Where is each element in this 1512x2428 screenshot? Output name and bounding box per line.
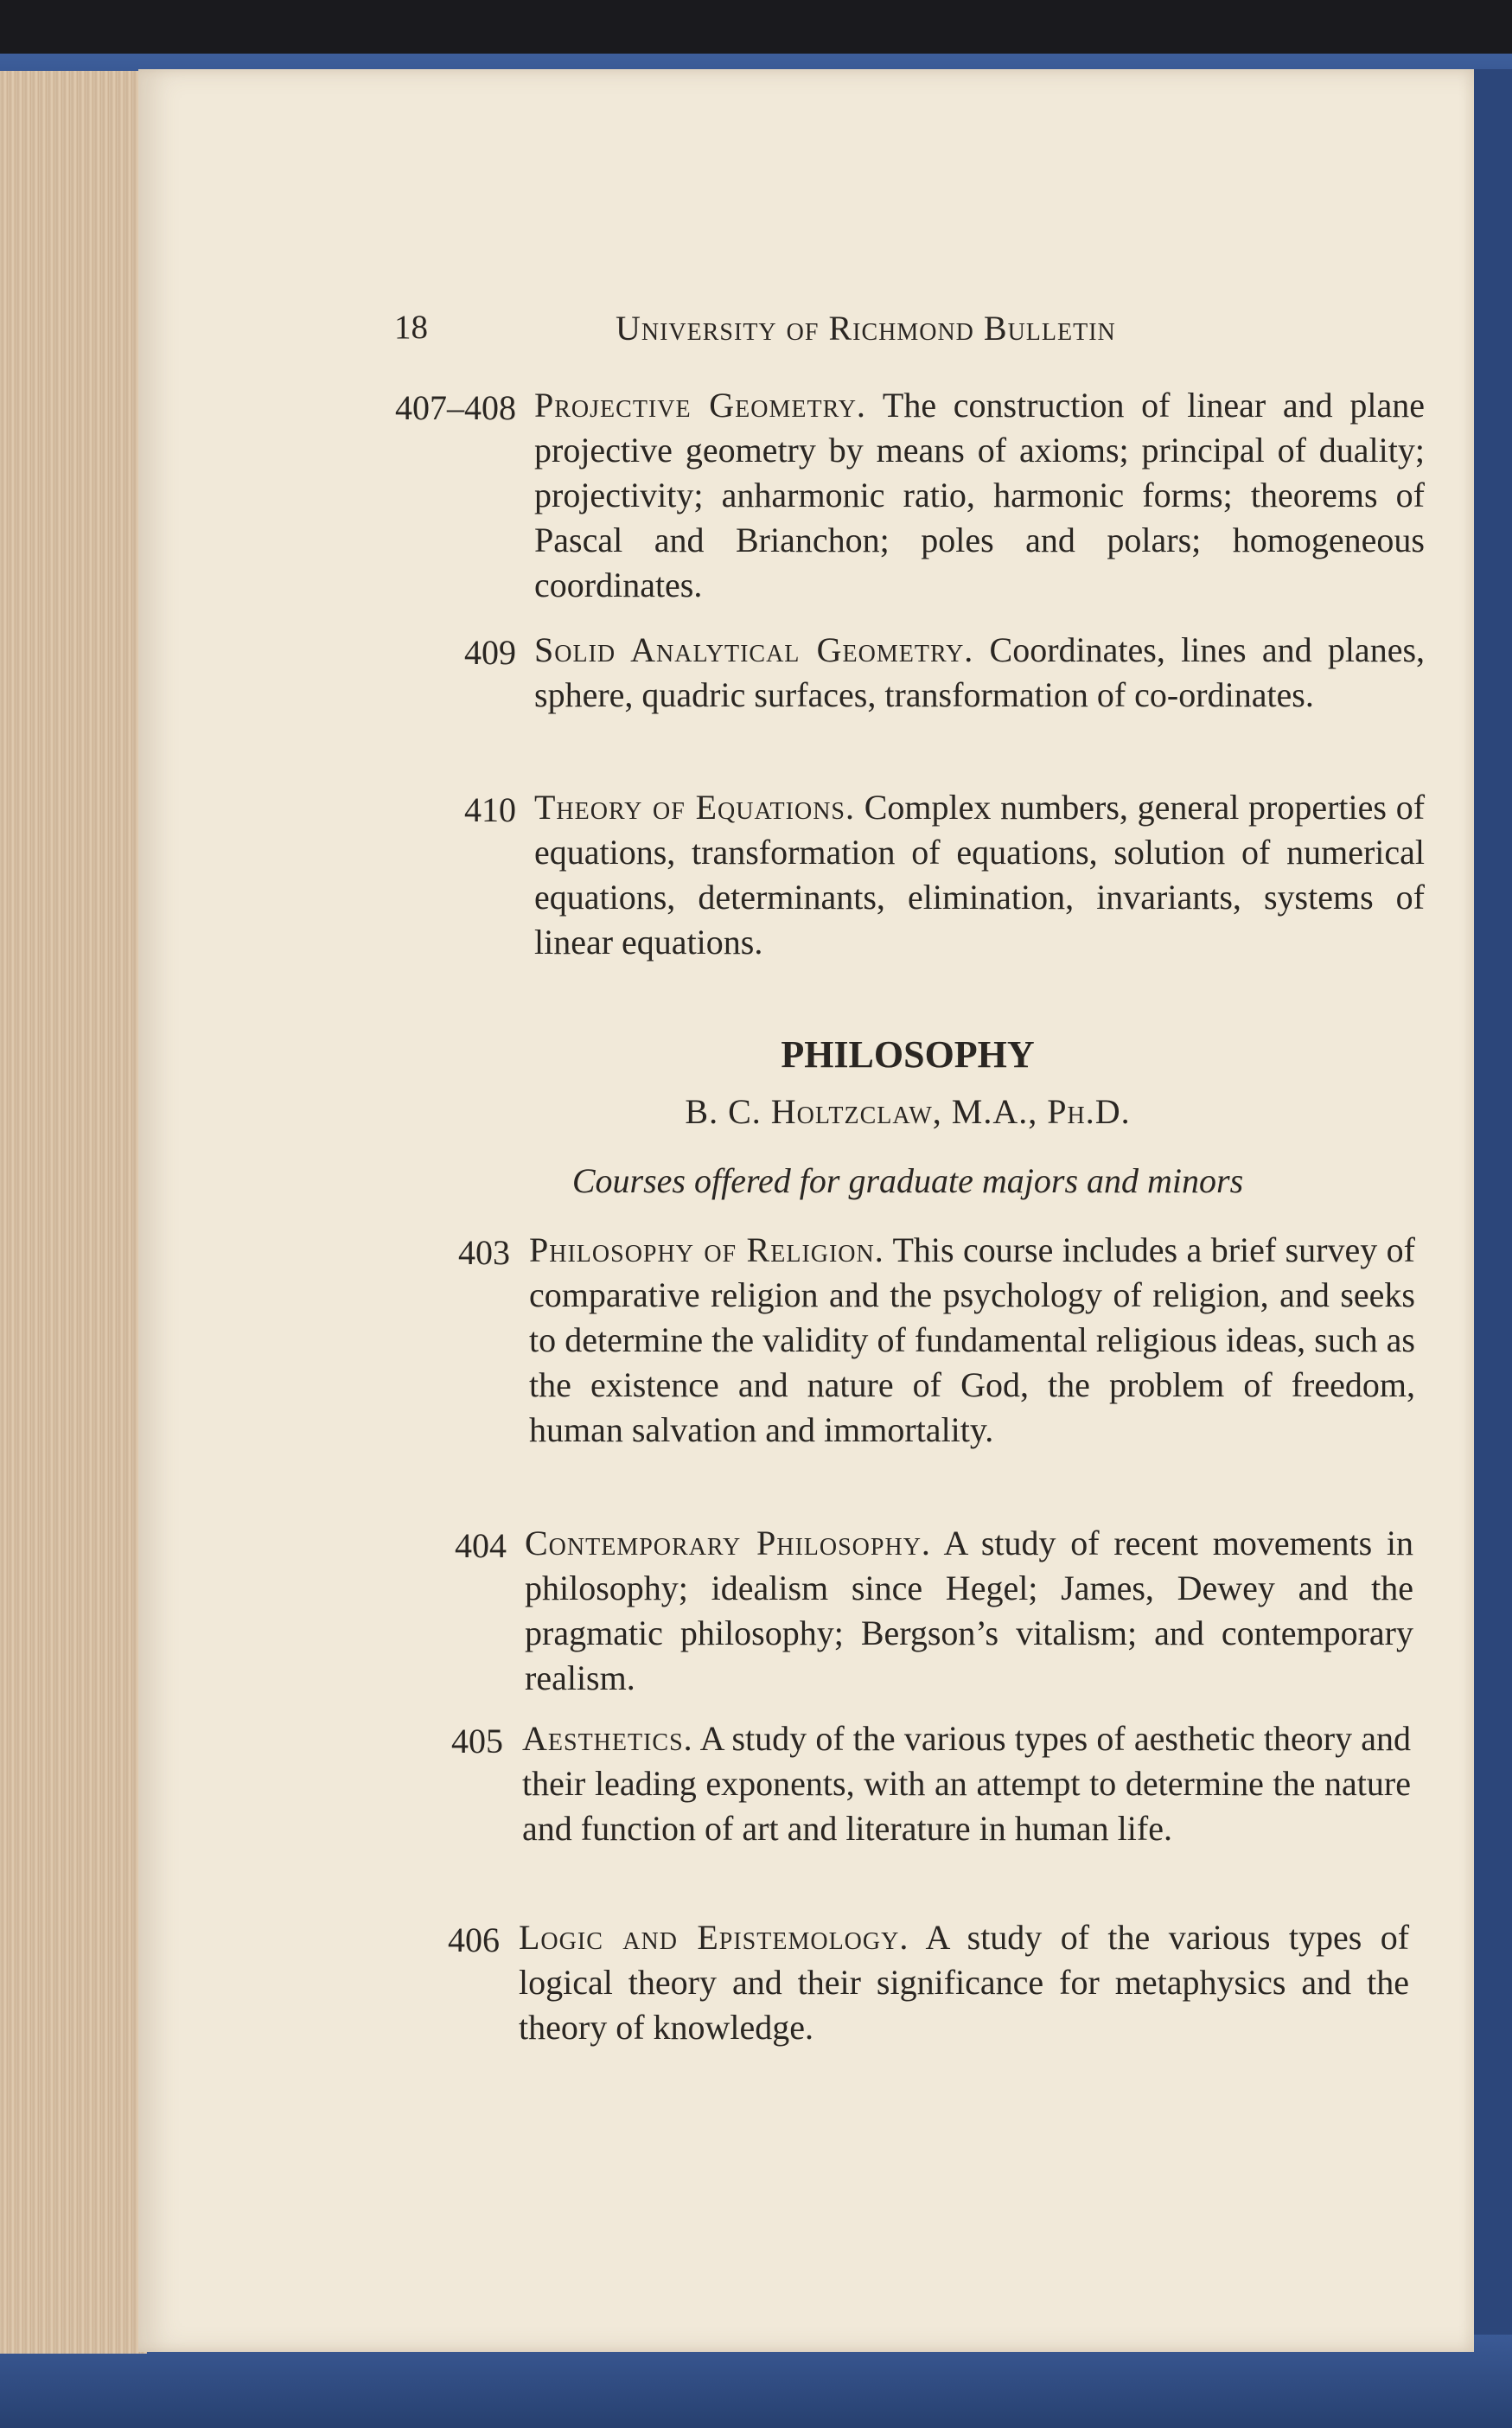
course-title: Contemporary Philosophy. xyxy=(525,1524,931,1562)
faculty-name: B. C. Holtzclaw, M.A., Ph.D. xyxy=(685,1092,1131,1131)
course-entry xyxy=(534,628,1425,718)
course-entry xyxy=(534,383,1425,608)
course-title: Theory of Equations. xyxy=(534,788,856,827)
course-entry xyxy=(525,1521,1413,1701)
book-cover-right xyxy=(1470,69,1512,2352)
course-number: 410 xyxy=(464,790,516,829)
course-description: Coordinates, lines and planes, sphere, quadric surfaces, transformation of co-ordinates. xyxy=(534,630,1426,714)
course-title: Aesthetics. xyxy=(522,1719,693,1758)
course-title: Solid Analytical Geometry. xyxy=(534,630,974,669)
section-title: PHILOSOPHY xyxy=(781,1033,1035,1076)
page-number: 18 xyxy=(394,309,428,346)
course-number: 406 xyxy=(448,1920,500,1959)
running-header: University of Richmond Bulletin xyxy=(616,309,1116,348)
course-description: A study of the various types of logical theory and their significance for metaphysics and the theory of knowledge. xyxy=(519,1918,1410,2047)
course-title: Philosophy of Religion. xyxy=(529,1230,884,1269)
course-description: This course includes a brief survey of comparative religion and the psychology of religion, and seeks to determine the validity of fundamental religious ideas, such as the existence and nature of God, the problem of freedom, human salvation and immortality. xyxy=(529,1230,1415,1449)
course-entry xyxy=(519,1915,1409,2050)
course-description: Complex numbers, general properties of equations, transformation of equations, solution of numerical equations, determinants, elimination, invariants, systems of linear equations. xyxy=(534,788,1426,962)
course-description: The construction of linear and plane projective geometry by means of axioms; principal of duality; projectivity; anharmonic ratio, harmonic forms; theorems of Pascal and Brianchon; poles and polars; homogeneous coordinates. xyxy=(534,386,1425,604)
course-title: Projective Geometry. xyxy=(534,386,866,425)
course-description: A study of recent movements in philosophy; idealism since Hegel; James, Dewey and the pragmatic philosophy; Bergson’s vitalism; and contemporary realism. xyxy=(525,1524,1414,1697)
course-number: 409 xyxy=(464,633,516,672)
course-number: 405 xyxy=(451,1722,503,1760)
page-edges xyxy=(0,71,147,2354)
course-number: 403 xyxy=(458,1233,510,1272)
section-subtitle: Courses offered for graduate majors and minors xyxy=(571,1161,1244,1200)
course-number: 404 xyxy=(455,1526,507,1565)
course-entry xyxy=(534,785,1425,965)
course-number: 407–408 xyxy=(395,388,516,427)
course-entry xyxy=(529,1228,1415,1453)
course-entry xyxy=(522,1716,1411,1851)
course-title: Logic and Epistemology. xyxy=(519,1918,909,1957)
course-description: A study of the various types of aesthetic theory and their leading exponents, with an attempt to determine the nature and function of art and literature in human life. xyxy=(522,1719,1412,1848)
